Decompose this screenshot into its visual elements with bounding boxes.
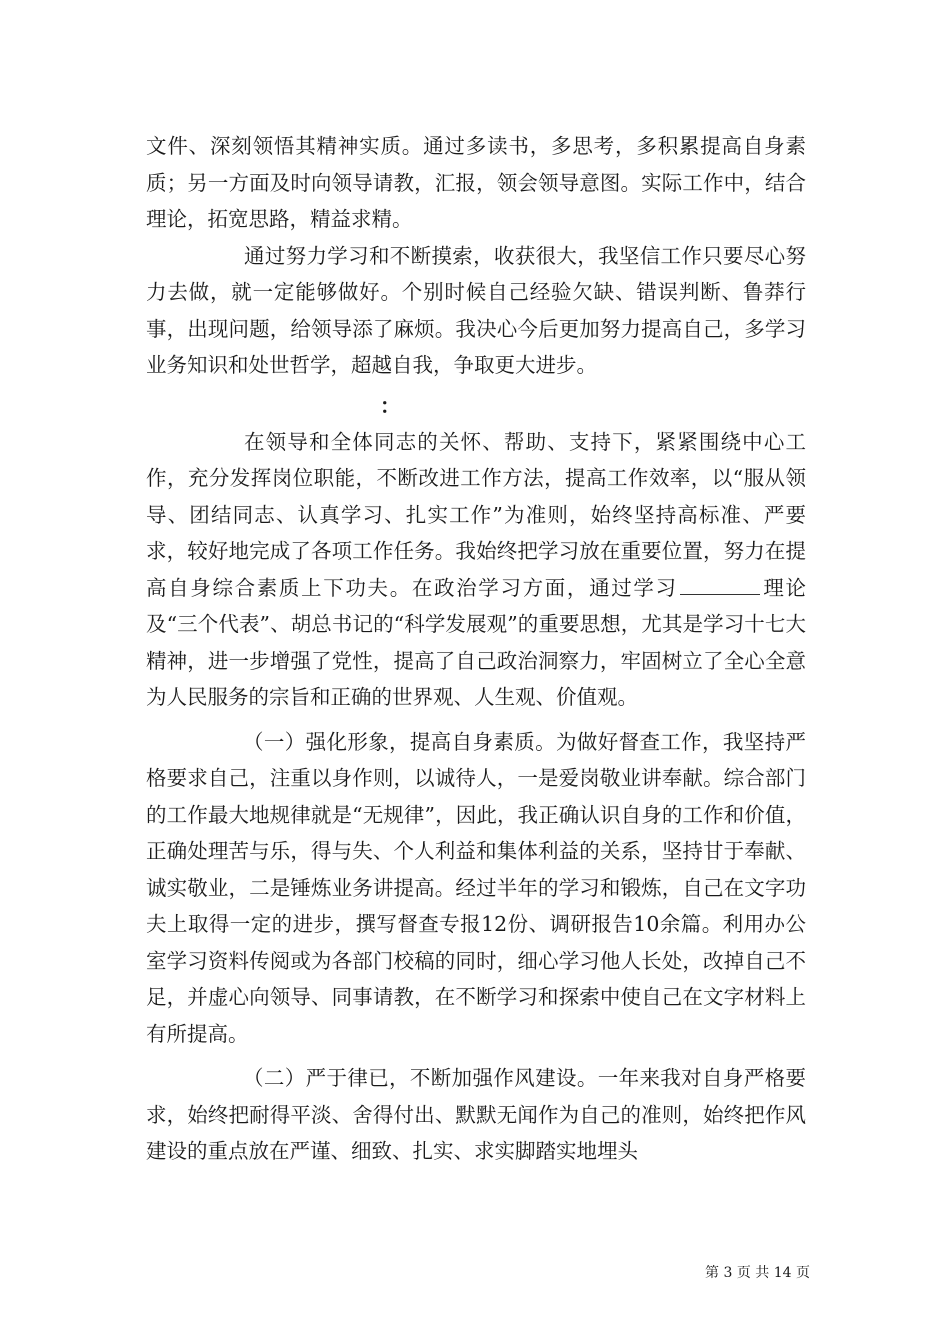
paragraph-3 — [146, 424, 806, 716]
page-number-footer: 第 3 页 共 14 页 — [705, 1265, 810, 1281]
paragraph-5: （二）严于律已，不断加强作风建设。一年来我对自身严格要求，始终把耐得平淡、舍得付出、默默无闻作为自己的准则，始终把作风建设的重点放在严谨、细致、扎实、求实脚踏实地埋头 — [146, 1066, 806, 1163]
paragraph-3-part-2: 理论及“三个代表”、胡总书记的“科学发展观”的重要思想，尤其是学习十七大精神，进一步增强了党性，提高了自己政治洞察力，牢固树立了全心全意为人民服务的宗旨和正确的世界观、人生观、价值观。 — [146, 575, 807, 709]
paragraph-3-part-1: 在领导和全体同志的关怀、帮助、支持下，紧紧围绕中心工作，充分发挥岗位职能，不断改进工作方法，提高工作效率，以“服从领导、团结同志、认真学习、扎实工作”为准则，始终坚持高标准、严要求，较好地完成了各项工作任务。我始终把学习放在重要位置，努力在提高自身综合素质上下功夫。在政治学习方面，通过学习 — [146, 429, 806, 600]
blank-underline — [680, 574, 760, 595]
paragraph-4: （一）强化形象，提高自身素质。为做好督查工作，我坚持严格要求自己，注重以身作则，以诚待人，一是爱岗敬业讲奉献。综合部门的工作最大地规律就是“无规律”，因此，我正确认识自身的工作和价值，正确处理苦与乐，得与失、个人利益和集体利益的关系，坚持甘于奉献、诚实敬业，二是锤炼业务讲提高。经过半年的学习和锻炼，自己在文字功夫上取得一定的进步，撰写督查专报12份、调研报告10余篇。利用办公室学习资料传阅或为各部门校稿的同时，细心学习他人长处，改掉自己不足，并虚心向领导、同事请教，在不断学习和探索中使自己在文字材料上有所提高。 — [146, 729, 806, 1046]
paragraph-1: 文件、深刻领悟其精神实质。通过多读书，多思考，多积累提高自身素质；另一方面及时向领导请教，汇报，领会领导意图。实际工作中，结合理论，拓宽思路，精益求精。 — [146, 134, 806, 231]
document-body — [146, 128, 806, 1170]
section-heading-colon: ： — [380, 393, 401, 418]
paragraph-2: 通过努力学习和不断摸索，收获很大，我坚信工作只要尽心努力去做，就一定能够做好。个别时候自己经验欠缺、错误判断、鲁莽行事，出现问题，给领导添了麻烦。我决心今后更加努力提高自己，多学习业务知识和处世哲学，超越自我，争取更大进步。 — [146, 243, 806, 377]
